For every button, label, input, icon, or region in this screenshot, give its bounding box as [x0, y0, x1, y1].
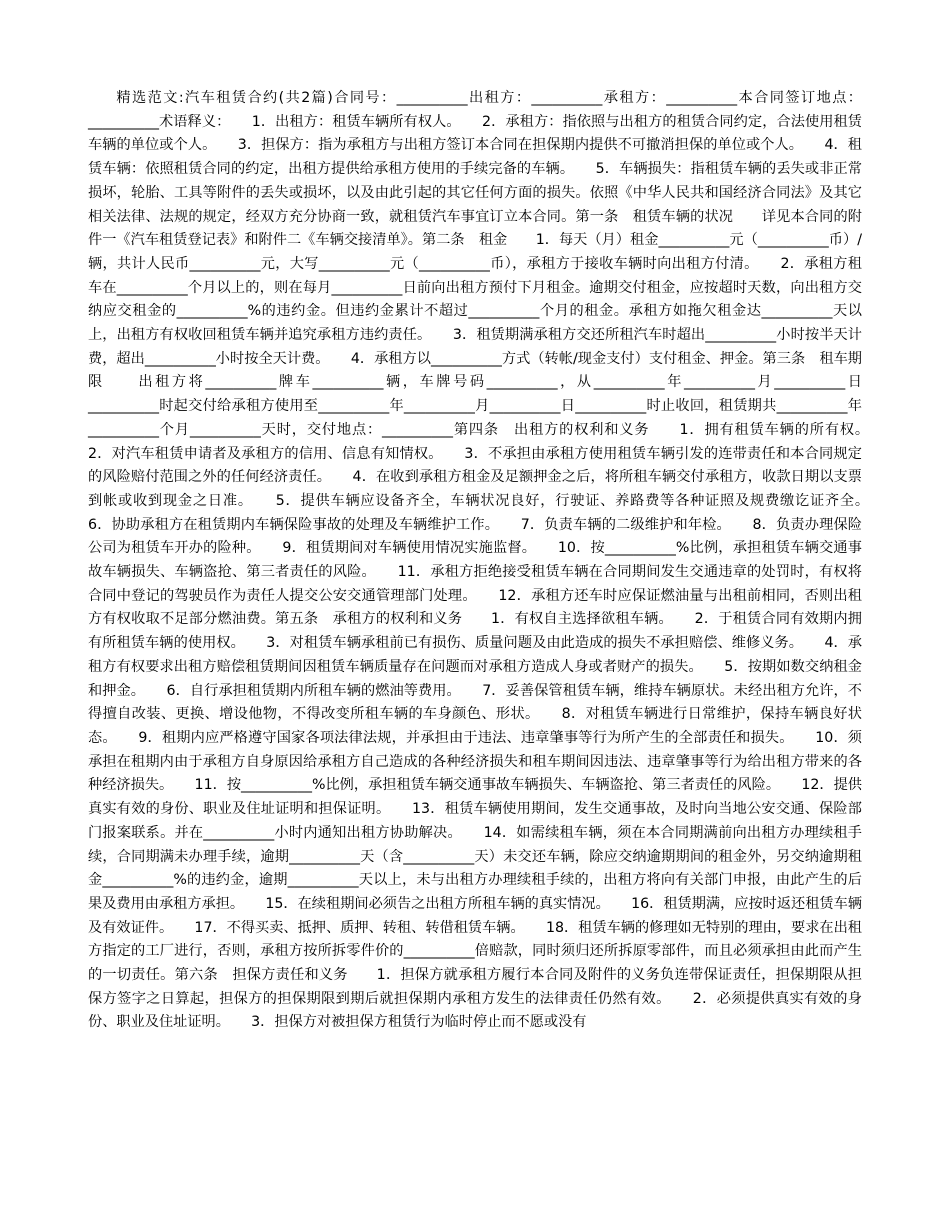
contract-body-text: 精选范文:汽车租赁合约(共2篇)合同号：__________出租方：__________承租方：__________本合同签订地点：__________术语释义： 1．出租方：租赁车辆所有权人。 2．承租方：指依照与出租方的租赁合同约定，合法使用租赁车辆的单位或个人。 3．担保方：指为承租方与出租方签订本合同在担保期内提供不可撤消担保的单位或个人。 4．租赁车辆：依照租赁合同的约定，出租方提供给承租方使用的手续完备的车辆。 5．车辆损失：指租赁车辆的丢失或非正常损坏，轮胎、工具等附件的丢失或损坏，以及由此引起的其它任何方面的损失。依照《中华人民共和国经济合同法》及其它相关法律、法规的规定，经双方充分协商一致，就租赁汽车事宜订立本合同。第一条 租赁车辆的状况 详见本合同的附件一《汽车租赁登记表》和附件二《车辆交接清单》。第二条 租金 1．每天（月）租金__________元（__________币）/辆，共计人民币__________元，大写__________元（__________币），承租方于接收车辆时向出租方付清。 2．承租方租车在__________个月以上的，则在每月__________日前向出租方预付下月租金。逾期交付租金，应按超时天数，向出租方交纳应交租金的__________%的违约金。但违约金累计不超过__________个月的租金。承租方如拖欠租金达__________天以上，出租方有权收回租赁车辆并追究承租方违约责任。 3．租赁期满承租方交还所租汽车时超出__________小时按半天计费，超出__________小时按全天计费。 4．承租方以__________方式（转帐/现金支付）支付租金、押金。第三条 租车期限 出租方将__________牌车__________辆，车牌号码__________，从__________年__________月__________日__________时起交付给承租方使用至__________年__________月__________日__________时止收回，租赁期共__________年__________个月__________天时，交付地点：__________第四条 出租方的权利和义务 1．拥有租赁车辆的所有权。 2．对汽车租赁申请者及承租方的信用、信息有知情权。 3．不承担由承租方使用租赁车辆引发的连带责任和本合同规定的风险赔付范围之外的任何经济责任。 4．在收到承租方租金及足额押金之后，将所租车辆交付承租方，收款日期以支票到帐或收到现金之日准。 5．提供车辆应设备齐全，车辆状况良好，行驶证、养路费等各种证照及规费缴讫证齐全。 6．协助承租方在租赁期内车辆保险事故的处理及车辆维护工作。 7．负责车辆的二级维护和年检。 8．负责办理保险公司为租赁车开办的险种。 9．租赁期间对车辆使用情况实施监督。 10．按__________%比例，承担租赁车辆交通事故车辆损失、车辆盗抢、第三者责任的风险。 11．承租方拒绝接受租赁车辆在合同期间发生交通违章的处罚时，有权将合同中登记的驾驶员作为责任人提交公安交通管理部门处理。 12．承租方还车时应保证燃油量与出租前相同，否则出租方有权收取不足部分燃油费。第五条 承租方的权利和义务 1．有权自主选择欲租车辆。 2．于租赁合同有效期内拥有所租赁车辆的使用权。 3．对租赁车辆承租前已有损伤、质量问题及由此造成的损失不承担赔偿、维修义务。 4．承租方有权要求出租方赔偿租赁期间因租赁车辆质量存在问题而对承租方造成人身或者财产的损失。 5．按期如数交纳租金和押金。 6．自行承担租赁期内所租车辆的燃油等费用。 7．妥善保管租赁车辆，维持车辆原状。未经出租方允许，不得擅自改装、更换、增设他物，不得改变所租车辆的车身颜色、形状。 8．对租赁车辆进行日常维护，保持车辆良好状态。 9．租期内应严格遵守国家各项法律法规，并承担由于违法、违章肇事等行为所产生的全部责任和损失。 10．须承担在租期内由于承租方自身原因给承租方自己造成的各种经济损失和租车期间因违法、违章肇事等行为给出租方带来的各种经济损失。 11．按__________%比例，承担租赁车辆交通事故车辆损失、车辆盗抢、第三者责任的风险。 12．提供真实有效的身份、职业及住址证明和担保证明。 13．租赁车辆使用期间，发生交通事故，及时向当地公安交通、保险部门报案联系。并在__________小时内通知出租方协助解决。 14．如需续租车辆，须在本合同期满前向出租方办理续租手续，合同期满未办理手续，逾期__________天（含__________天）未交还车辆，除应交纳逾期期间的租金外，另交纳逾期租金__________%的违约金，逾期__________天以上，未与出租方办理续租手续的，出租方将向有关部门申报，由此产生的后果及费用由承租方承担。 15．在续租期间必须告之出租方所租车辆的真实情况。 16．租赁期满，应按时返还租赁车辆及有效证件。 17．不得买卖、抵押、质押、转租、转借租赁车辆。 18．租赁车辆的修理如无特别的理由，要求在出租方指定的工厂进行，否则，承租方按所拆零件价的__________倍赔款，同时须归还所拆原零部件，而且必须承担由此而产生的一切责任。第六条 担保方责任和义务 1．担保方就承租方履行本合同及附件的义务负连带保证责任，担保期限从担保方签字之日算起，担保方的担保期限到期后就担保期内承租方发生的法律责任仍然有效。 2．必须提供真实有效的身份、职业及住址证明。 3．担保方对被担保方租赁行为临时停止而不愿或没有 — [88, 90, 891, 1031]
contract-document — [88, 87, 891, 1035]
